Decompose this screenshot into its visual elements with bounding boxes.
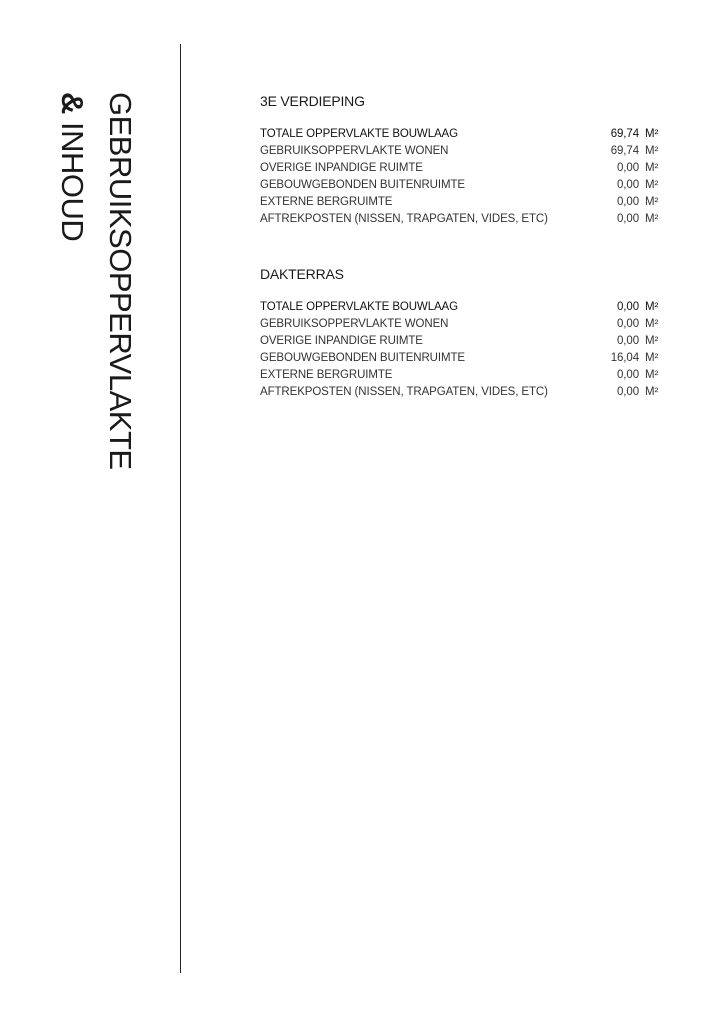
row-unit: M² <box>645 352 659 364</box>
row-label: TOTALE OPPERVLAKTE BOUWLAAG <box>260 128 458 140</box>
row-label: AFTREKPOSTEN (NISSEN, TRAPGATEN, VIDES, ETC) <box>260 213 548 225</box>
row-value: 0,00 <box>617 386 639 398</box>
row-label: EXTERNE BERGRUIMTE <box>260 369 393 381</box>
table-row <box>260 316 660 333</box>
row-unit: M² <box>645 145 659 157</box>
row-unit: M² <box>645 128 659 140</box>
row-unit: M² <box>645 335 659 347</box>
row-value: 0,00 <box>617 369 639 381</box>
row-value: 0,00 <box>617 335 639 347</box>
side-title-line1: GEBRUIKSOPPERVLAKTE <box>103 92 138 470</box>
table-row <box>260 194 660 211</box>
table-row <box>260 160 660 177</box>
row-unit: M² <box>645 386 659 398</box>
table-row <box>260 384 660 401</box>
row-value: 16,04 <box>610 352 639 364</box>
row-unit: M² <box>645 369 659 381</box>
row-label: GEBRUIKSOPPERVLAKTE WONEN <box>260 145 449 157</box>
row-label: AFTREKPOSTEN (NISSEN, TRAPGATEN, VIDES, ETC) <box>260 386 548 398</box>
table-row <box>260 367 660 384</box>
row-value: 0,00 <box>617 213 639 225</box>
row-label: EXTERNE BERGRUIMTE <box>260 196 393 208</box>
row-value: 0,00 <box>617 179 639 191</box>
row-unit: M² <box>645 213 659 225</box>
row-unit: M² <box>645 162 659 174</box>
side-title-ampersand: & <box>55 92 90 114</box>
row-label: OVERIGE INPANDIGE RUIMTE <box>260 162 423 174</box>
row-label: OVERIGE INPANDIGE RUIMTE <box>260 335 423 347</box>
table-row <box>260 143 660 160</box>
row-unit: M² <box>645 179 659 191</box>
table-row <box>260 177 660 194</box>
row-value: 0,00 <box>617 318 639 330</box>
side-title <box>50 92 138 470</box>
vertical-divider <box>180 44 181 973</box>
row-label: TOTALE OPPERVLAKTE BOUWLAAG <box>260 301 458 313</box>
row-unit: M² <box>645 301 659 313</box>
section-title: DAKTERRAS <box>260 266 344 282</box>
row-label: GEBOUWGEBONDEN BUITENRUIMTE <box>260 179 465 191</box>
row-label: GEBRUIKSOPPERVLAKTE WONEN <box>260 318 449 330</box>
table-row <box>260 333 660 350</box>
side-title-line2-text: INHOUD <box>55 122 90 242</box>
row-value: 69,74 <box>610 128 639 140</box>
table-row <box>260 126 660 143</box>
table-row <box>260 211 660 228</box>
row-value: 0,00 <box>617 196 639 208</box>
row-value: 0,00 <box>617 301 639 313</box>
table-row <box>260 350 660 367</box>
row-unit: M² <box>645 318 659 330</box>
row-value: 0,00 <box>617 162 639 174</box>
row-value: 69,74 <box>610 145 639 157</box>
row-unit: M² <box>645 196 659 208</box>
section-title: 3E VERDIEPING <box>260 93 365 109</box>
side-title-line2 <box>54 92 90 241</box>
section-dakterras <box>260 265 660 401</box>
table-row <box>260 299 660 316</box>
row-label: GEBOUWGEBONDEN BUITENRUIMTE <box>260 352 465 364</box>
section-3e-verdieping <box>260 92 660 228</box>
